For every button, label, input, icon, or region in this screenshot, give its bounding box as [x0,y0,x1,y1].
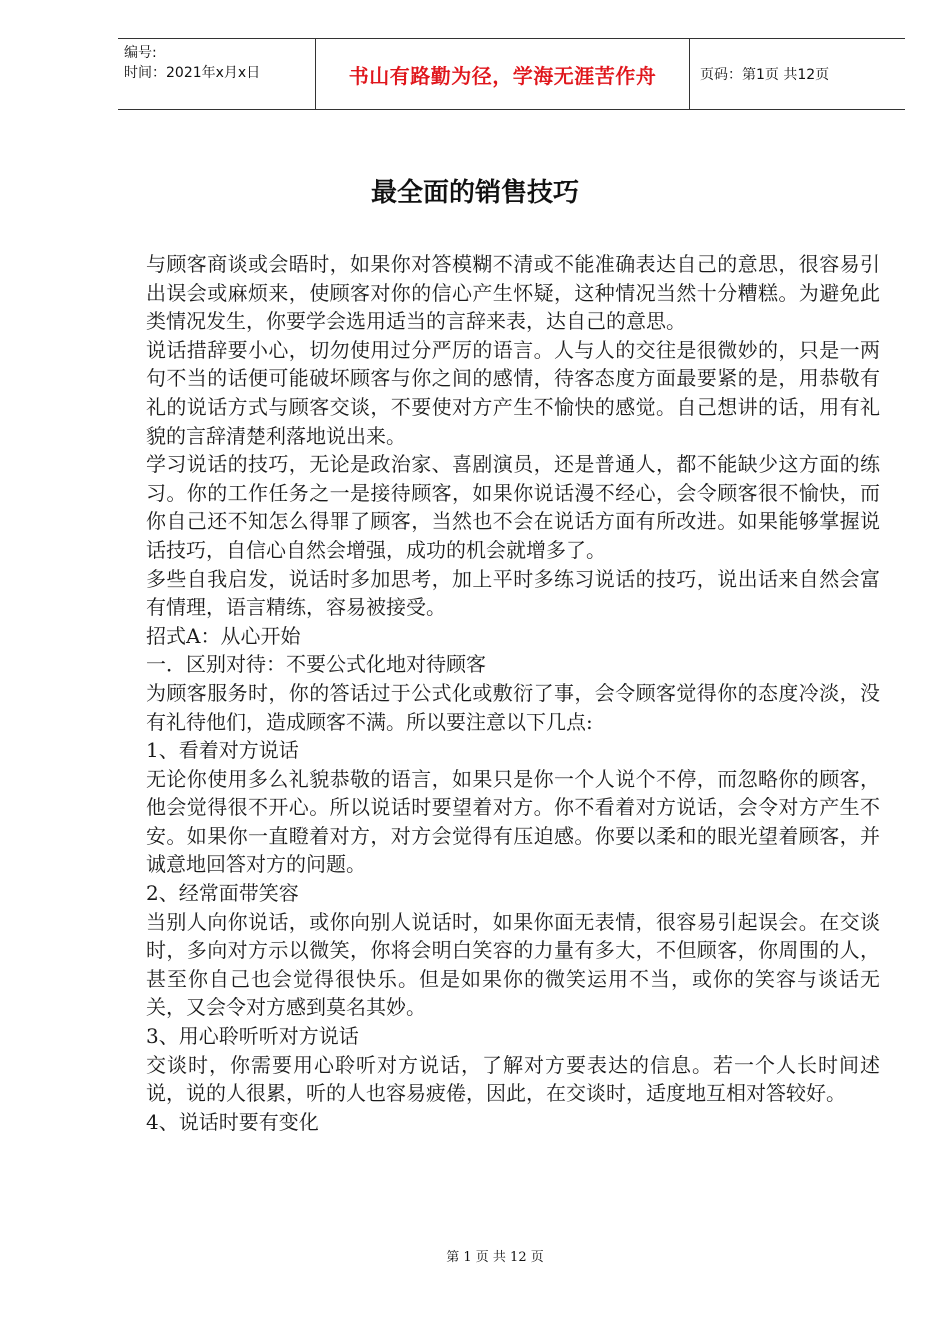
page-footer: 第 1 页 共 12 页 [446,1250,544,1265]
list-item-heading: 1、看着对方说话 [146,738,299,763]
document-body [146,250,880,1136]
list-item-heading: 2、经常面带笑容 [146,881,299,906]
document-time-label: 时间：2021年x月x日 [124,65,261,81]
section-heading: 招式A：从心开始 [146,623,301,648]
body-paragraph: 为顾客服务时，你的答话过于公式化或敷衍了事，会令顾客觉得你的态度冷淡，没有礼待他们，造成顾客不满。所以要注意以下几点: [146,680,880,734]
body-paragraph: 与顾客商谈或会晤时，如果你对答模糊不清或不能准确表达自己的意思，很容易引出误会或麻烦来，使顾客对你的信心产生怀疑，这种情况当然十分糟糕。为避免此类情况发生，你要学会选用适当的言辞来表，达自己的意思。 [146,252,880,334]
header-page-info: 页码：第1页 共12页 [700,67,830,83]
list-item-heading: 4、说话时要有变化 [146,1109,319,1134]
document-number-label: 编号: [124,45,157,61]
body-paragraph: 当别人向你说话，或你向别人说话时，如果你面无表情，很容易引起误会。在交谈时，多向对方示以微笑，你将会明白笑容的力量有多大，不但顾客，你周围的人，甚至你自己也会觉得很快乐。但是如果你的微笑运用不当，或你的笑容与谈话无关，又会令对方感到莫名其妙。 [146,909,880,1020]
subsection-heading: 一．区别对待：不要公式化地对待顾客 [146,652,486,677]
body-paragraph: 学习说话的技巧，无论是政治家、喜剧演员，还是普通人，都不能缺少这方面的练习。你的工作任务之一是接待顾客，如果你说话漫不经心，会令顾客很不愉快，而你自己还不知怎么得罪了顾客，当然也不会在说话方面有所改进。如果能够掌握说话技巧，自信心自然会增强，成功的机会就增多了。 [146,452,880,562]
body-paragraph: 交谈时，你需要用心聆听对方说话，了解对方要表达的信息。若一个人长时间述说，说的人很累，听的人也容易疲倦，因此，在交谈时，适度地互相对答较好。 [146,1052,880,1106]
body-paragraph: 无论你使用多么礼貌恭敬的语言，如果只是你一个人说个不停，而忽略你的顾客，他会觉得很不开心。所以说话时要望着对方。你不看着对方说话，会令对方产生不安。如果你一直瞪着对方，对方会觉得有压迫感。你要以柔和的眼光望着顾客，并诚意地回答对方的问题。 [146,766,880,877]
list-item-heading: 3、用心聆听听对方说话 [146,1024,359,1049]
header-motto: 书山有路勤为径，学海无涯苦作舟 [316,39,690,109]
body-paragraph: 说话措辞要小心，切勿使用过分严厉的语言。人与人的交往是很微妙的，只是一两句不当的话便可能破坏顾客与你之间的感情，待客态度方面最要紧的是，用恭敬有礼的说话方式与顾客交谈，不要使对方产生不愉快的感觉。自己想讲的话，用有礼貌的言辞清楚利落地说出来。 [146,337,880,448]
body-paragraph: 多些自我启发，说话时多加思考，加上平时多练习说话的技巧，说出话来自然会富有情理，语言精练，容易被接受。 [146,566,880,620]
document-title: 最全面的销售技巧 [370,178,579,208]
document-header [118,38,905,110]
header-meta-cell [118,39,316,109]
